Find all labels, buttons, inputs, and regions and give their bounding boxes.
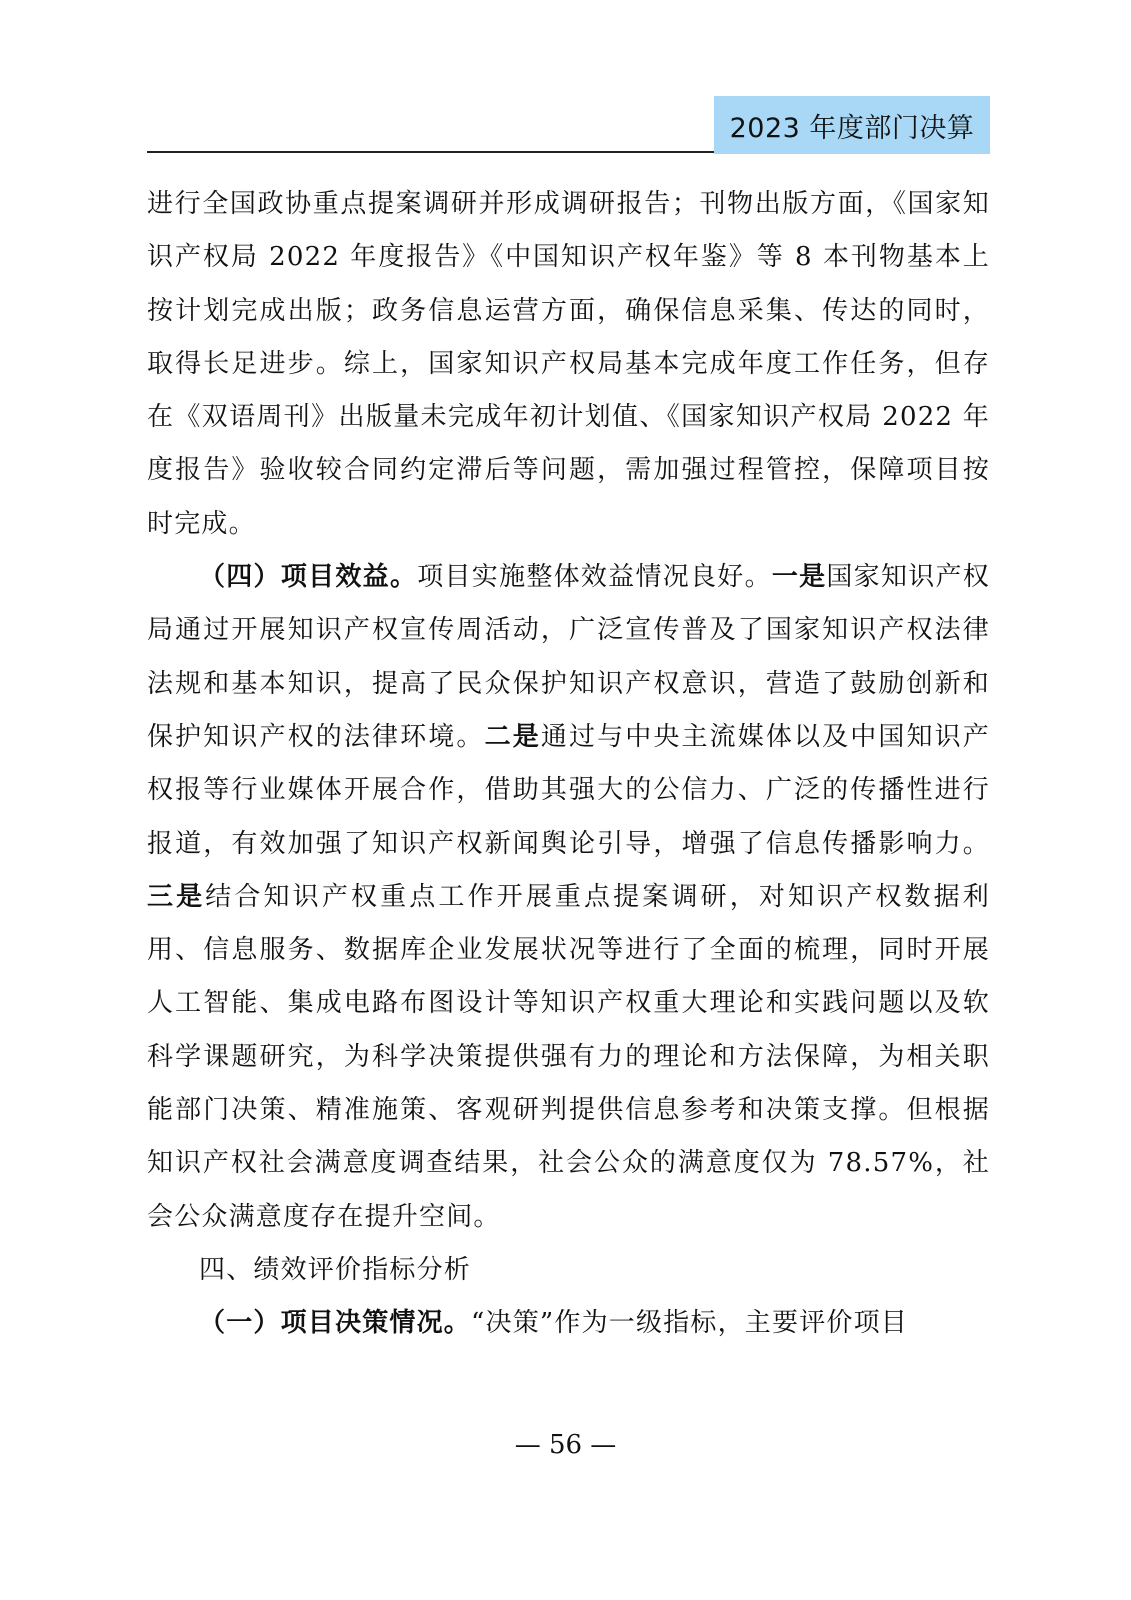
document-body [147, 178, 990, 1351]
benefit-text-4: 结合知识产权重点工作开展重点提案调研，对知识产权数据利用、信息服务、数据库企业发展状况等进行了全面的梳理，同时开展人工智能、集成电路布图设计等知识产权重大理论和实践问题以及软科学课题研究，为科学决策提供强有力的理论和方法保障，为相关职能部门决策、精准施策、客观研判提供信息参考和决策支撑。但根据知识产权社会满意度调查结果，社会公众的满意度仅为 78.57%，社会公众满意度存在提升空间。 [147, 881, 990, 1232]
section-heading-four: 四、绩效评价指标分析 [199, 1254, 472, 1285]
benefit-text-3: 通过与中央主流媒体以及中国知识产权报等行业媒体开展合作，借助其强大的公信力、广泛的传播性进行报道，有效加强了知识产权新闻舆论引导，增强了信息传播影响力。 [147, 721, 991, 859]
keyword-second: 二是 [484, 721, 541, 752]
header-title: 2023 年度部门决算 [729, 112, 975, 144]
benefit-text-1: 项目实施整体效益情况良好。 [417, 562, 772, 593]
paragraph-continuation: 进行全国政协重点提案调研并形成调研报告；刊物出版方面，《国家知识产权局 2022 年度报告》《中国知识产权年鉴》等 8 本刊物基本上按计划完成出版；政务信息运营方面，确保信息采集、传达的同时，取得长足进步。综上，国家知识产权局基本完成年度工作任务，但存在《双语周刊》出版量未完成年初计划值、《国家知识产权局 2022 年度报告》验收较合同约定滞后等问题，需加强过程管控，保障项目按时完成。 [147, 189, 990, 539]
decision-text: “决策”作为一级指标，主要评价项目 [471, 1308, 908, 1339]
header-rule [147, 151, 714, 153]
section-lead-decision: （一）项目决策情况。 [199, 1308, 472, 1339]
benefit-text-2: 国家知识产权局通过开展知识产权宣传周活动，广泛宣传普及了国家知识产权法律法规和基本知识，提高了民众保护知识产权意识，营造了鼓励创新和保护知识产权的法律环境。 [147, 562, 990, 752]
keyword-third: 三是 [147, 881, 206, 912]
paragraph-project-benefit [147, 551, 990, 1244]
section-lead-benefit: （四）项目效益。 [199, 562, 418, 593]
page-number: — 56 — [514, 1430, 617, 1460]
paragraph-project-decision [147, 1297, 990, 1350]
header-title-box [714, 96, 990, 154]
keyword-first: 一是 [771, 562, 827, 593]
